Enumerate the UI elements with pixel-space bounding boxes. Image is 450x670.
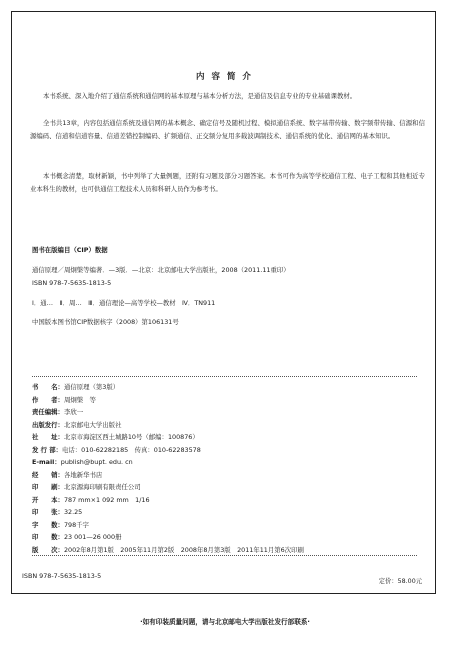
colophon-row — [32, 532, 121, 541]
copyright-page — [11, 11, 436, 594]
colophon-row — [32, 545, 304, 554]
quality-notice: ·如有印装质量问题，请与北京邮电大学出版社发行部联系· — [140, 618, 310, 626]
cip-title: 图书在版编目（CIP）数据 — [32, 246, 108, 254]
colophon-row — [32, 420, 121, 429]
colophon-label: 书 名： — [32, 383, 64, 391]
colophon-value: 北京市海淀区西土城路10号（邮编：100876） — [63, 433, 199, 441]
cip-classification: Ⅰ．通… Ⅱ．周… Ⅲ．通信理论—高等学校—教材 Ⅳ．TN911 — [32, 299, 216, 307]
colophon-value: 32.25 — [63, 508, 83, 516]
colophon-value: 各地新华书店 — [63, 470, 103, 479]
colophon-label: 开 本： — [32, 495, 64, 504]
colophon-row — [32, 507, 82, 516]
colophon-label: 出版发行： — [32, 420, 64, 429]
cip-isbn: ISBN 978-7-5635-1813-5 — [32, 279, 112, 287]
cip-entry: 通信原理／周炯槃等编著．—3版．—北京：北京邮电大学出版社，2008（2011.11重印） — [32, 266, 290, 274]
summary-heading: 内 容 简 介 — [196, 72, 253, 82]
colophon-label: 经 销： — [32, 470, 64, 479]
colophon-row — [32, 495, 150, 504]
summary-paragraph-3: 本书概念清楚，取材新颖，书中列举了大量例题，还附有习题及部分习题答案。本书可作为高等学校通信工程、电子工程和其他相近专业本科生的教材，也可供通信工程技术人员和科研人员作为参考书。 — [30, 172, 425, 194]
colophon-label: 印 张： — [32, 508, 64, 516]
colophon-row — [32, 382, 119, 391]
colophon-value: 李欣一 — [63, 408, 84, 416]
colophon-value: 通信原理（第3版） — [63, 383, 120, 391]
colophon-value: 北京源海印刷有限责任公司 — [63, 483, 141, 491]
colophon-value: 2002年8月第1版 2005年11月第2版 2008年8月第3版 2011年11月第6次印刷 — [63, 545, 304, 554]
colophon-label: 社 址： — [32, 433, 64, 441]
colophon-row — [32, 470, 102, 479]
colophon-value: 798千字 — [63, 520, 89, 529]
colophon-label: 印 数： — [32, 533, 64, 541]
colophon-label: 发 行 部： — [32, 445, 63, 454]
summary-paragraph-2: 全书共13章，内容包括通信系统及通信网的基本概念、确定信号及随机过程、模拟通信系统、数字基带传输、数字频带传输、信源和信源编码、信道和信道容量、信道差错控制编码、扩频通信、正交频分复用多载波调制技术、通信系统的优化、通信网的基本知识。 — [30, 119, 425, 141]
divider-top — [32, 376, 417, 377]
colophon-row — [32, 520, 89, 529]
colophon-value: 周炯槃 等 — [63, 395, 96, 404]
colophon-label: 责任编辑： — [32, 408, 64, 416]
colophon-value: 北京邮电大学出版社 — [63, 420, 122, 429]
colophon-value: publish@bupt. edu. cn — [60, 458, 133, 466]
colophon-label: 作 者： — [32, 395, 64, 404]
colophon-row — [32, 407, 83, 416]
colophon-value: 电话：010-62282185 传真：010-62283578 — [62, 445, 201, 454]
colophon-row — [32, 445, 201, 454]
divider-bottom — [32, 555, 417, 556]
colophon-row — [32, 432, 199, 441]
colophon-value: 787 mm×1 092 mm 1/16 — [63, 495, 150, 504]
colophon-row — [32, 395, 96, 404]
colophon-label: 版 次： — [32, 545, 64, 554]
colophon-label: 印 刷： — [32, 483, 64, 491]
colophon-label: E-mail： — [32, 458, 61, 466]
price: 定价：58.00元 — [378, 578, 422, 585]
colophon-value: 23 001—26 000册 — [63, 533, 122, 541]
colophon-label: 字 数： — [32, 520, 64, 529]
bottom-isbn: ISBN 978-7-5635-1813-5 — [22, 572, 102, 580]
summary-paragraph-1: 本书系统、深入地介绍了通信系统和通信网的基本原理与基本分析方法，是通信及信息专业的专业基础课教材。 — [43, 92, 357, 100]
colophon-row — [32, 482, 141, 491]
cip-record: 中国版本图书馆CIP数据核字（2008）第106131号 — [32, 318, 179, 326]
colophon-row — [32, 457, 133, 466]
